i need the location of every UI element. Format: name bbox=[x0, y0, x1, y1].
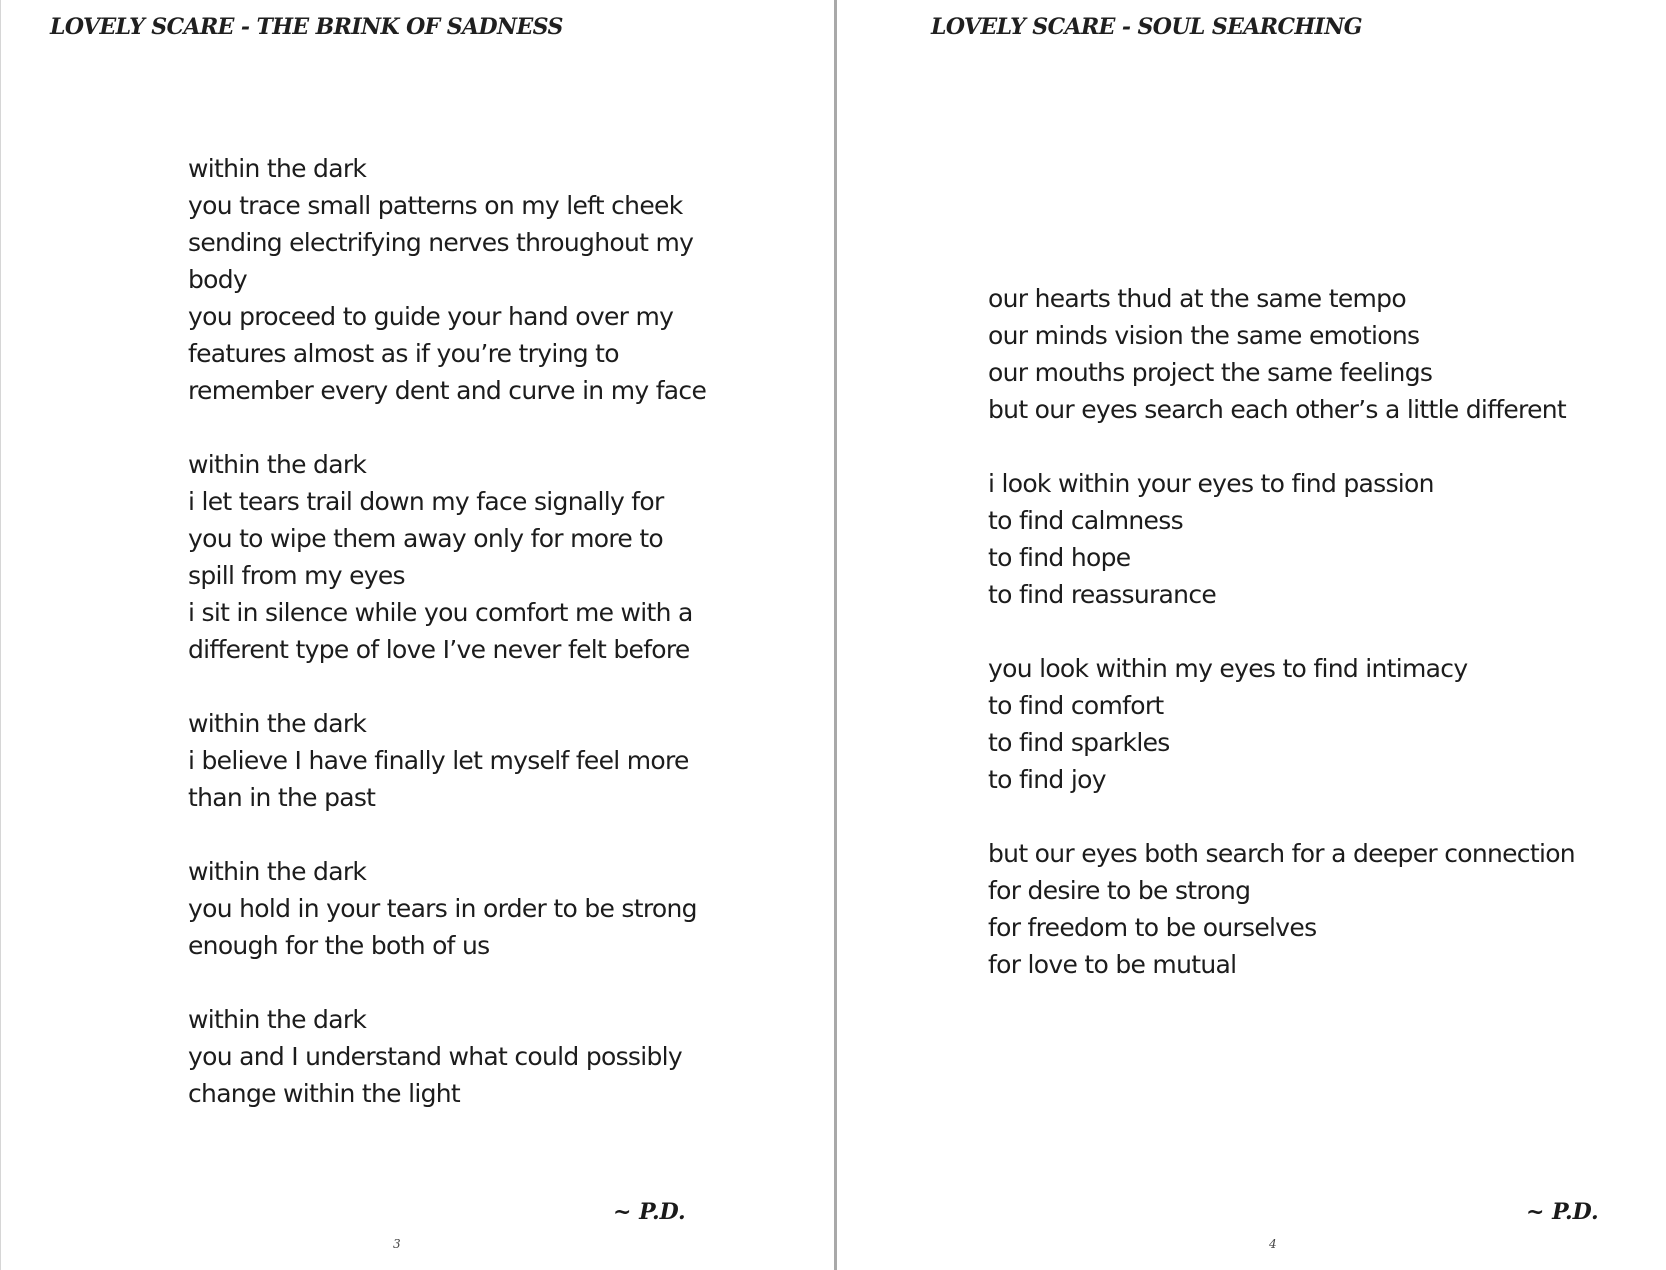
poem-line: to find joy bbox=[988, 765, 1106, 794]
poem-line: i believe I have finally let myself feel more bbox=[188, 746, 689, 775]
left-page-number: 3 bbox=[393, 1237, 401, 1251]
page-gutter-divider bbox=[834, 0, 837, 1270]
poem-line: you trace small patterns on my left cheek bbox=[188, 191, 683, 220]
poem-line: you look within my eyes to find intimacy bbox=[988, 654, 1468, 683]
stanza bbox=[188, 150, 788, 409]
poem-line: but our eyes both search for a deeper connection bbox=[988, 839, 1575, 868]
poem-line: to find reassurance bbox=[988, 580, 1217, 609]
poem-line: within the dark bbox=[188, 709, 367, 738]
stanza bbox=[188, 705, 788, 816]
poem-line: to find calmness bbox=[988, 506, 1183, 535]
left-running-head: LOVELY SCARE - THE BRINK OF SADNESS bbox=[50, 14, 563, 40]
left-signature: ~ P.D. bbox=[613, 1199, 686, 1225]
poem-line: our mouths project the same feelings bbox=[988, 358, 1433, 387]
poem-line: body bbox=[188, 265, 248, 294]
stanza bbox=[188, 1001, 788, 1112]
poem-line: you and I understand what could possibly bbox=[188, 1042, 682, 1071]
poem-line: different type of love I’ve never felt before bbox=[188, 635, 690, 664]
poem-line: within the dark bbox=[188, 1005, 367, 1034]
poem-line: you proceed to guide your hand over my bbox=[188, 302, 674, 331]
poem-line: within the dark bbox=[188, 450, 367, 479]
right-signature: ~ P.D. bbox=[1526, 1199, 1599, 1225]
poem-line: you to wipe them away only for more to bbox=[188, 524, 664, 553]
stanza bbox=[988, 835, 1628, 983]
right-page bbox=[838, 0, 1666, 1270]
stanza bbox=[188, 446, 788, 668]
poem-line: but our eyes search each other’s a little different bbox=[988, 395, 1566, 424]
stanza bbox=[988, 465, 1628, 613]
right-poem bbox=[988, 280, 1628, 983]
poem-line: to find comfort bbox=[988, 691, 1164, 720]
poem-line: i sit in silence while you comfort me with a bbox=[188, 598, 693, 627]
poem-line: within the dark bbox=[188, 857, 367, 886]
stanza bbox=[988, 280, 1628, 428]
poem-line: for freedom to be ourselves bbox=[988, 913, 1317, 942]
stanza bbox=[988, 650, 1628, 798]
poem-line: to find hope bbox=[988, 543, 1131, 572]
poem-line: features almost as if you’re trying to bbox=[188, 339, 619, 368]
poem-line: i let tears trail down my face signally for bbox=[188, 487, 664, 516]
right-page-number: 4 bbox=[1269, 1237, 1277, 1251]
right-running-head: LOVELY SCARE - SOUL SEARCHING bbox=[931, 14, 1362, 40]
poem-line: enough for the both of us bbox=[188, 931, 490, 960]
left-page-edge bbox=[0, 0, 1, 1270]
poem-line: within the dark bbox=[188, 154, 367, 183]
poem-line: our minds vision the same emotions bbox=[988, 321, 1420, 350]
poem-line: to find sparkles bbox=[988, 728, 1170, 757]
poem-line: remember every dent and curve in my face bbox=[188, 376, 707, 405]
poem-line: for love to be mutual bbox=[988, 950, 1237, 979]
left-poem bbox=[188, 150, 788, 1112]
poem-line: than in the past bbox=[188, 783, 376, 812]
poem-line: i look within your eyes to find passion bbox=[988, 469, 1434, 498]
stanza bbox=[188, 853, 788, 964]
poem-line: our hearts thud at the same tempo bbox=[988, 284, 1406, 313]
poem-line: you hold in your tears in order to be strong bbox=[188, 894, 697, 923]
poem-line: change within the light bbox=[188, 1079, 461, 1108]
poem-line: for desire to be strong bbox=[988, 876, 1251, 905]
poem-line: spill from my eyes bbox=[188, 561, 405, 590]
poem-line: sending electrifying nerves throughout my bbox=[188, 228, 694, 257]
